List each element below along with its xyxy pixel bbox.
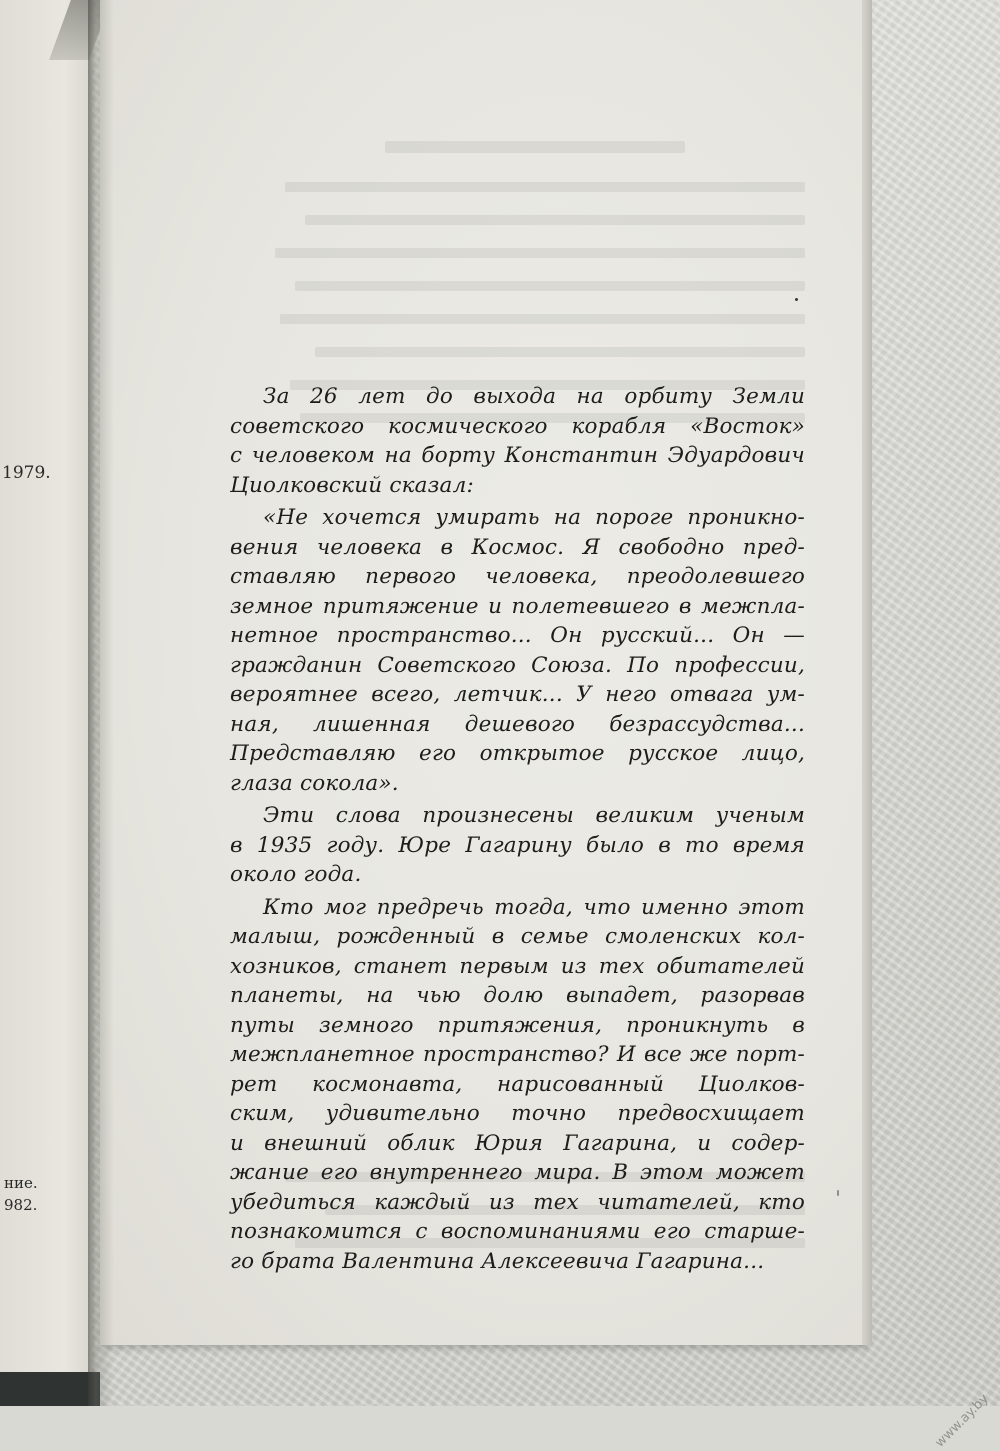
epigraph-line: «Не хочется умирать на пороге проникно- [263, 505, 805, 530]
book-gutter-shadow [88, 0, 114, 1406]
epigraph-line: нетное пространство... Он русский... Он — [230, 623, 805, 648]
epigraph-line: ским, удивительно точно предвосхищает [230, 1101, 805, 1126]
show-through-line [265, 268, 805, 301]
epigraph-line: хозников, станет первым из тех обитателей [230, 953, 805, 979]
epigraph-line: Представляю его открытое русское лицо, [230, 741, 805, 766]
epigraph-paragraph [230, 382, 805, 500]
epigraph-line: советского космического корабля «Восток» [230, 413, 805, 439]
epigraph-line: го брата Валентина Алексеевича Гагарина... [230, 1248, 765, 1274]
epigraph-line: убедиться каждый из тех читателей, кто [230, 1189, 805, 1215]
epigraph-line: гражданин Советского Союза. По профессии, [230, 652, 805, 678]
epigraph-line: Эти слова произнесены великим ученым [263, 803, 805, 828]
show-through-line [265, 169, 805, 202]
epigraph-line: жание его внутреннего мира. В этом может [230, 1160, 805, 1185]
epigraph-line: вероятнее всего, летчик... У него отвага ум- [230, 682, 805, 707]
epigraph-line: рет космонавта, нарисованный Циолков- [230, 1071, 805, 1097]
epigraph-line: около года. [230, 862, 362, 887]
epigraph-paragraph [230, 503, 805, 798]
epigraph-line: в 1935 году. Юре Гагарину было в то время [230, 832, 805, 858]
epigraph-line: глаза сокола». [230, 770, 399, 796]
cover-corner [0, 1372, 100, 1406]
epigraph-line: ная, лишенная дешевого безрассудства... [230, 711, 805, 737]
left-page-year: 1979. [2, 463, 51, 483]
epigraph-text [230, 382, 805, 1279]
epigraph-line: межпланетное пространство? И все же порт- [230, 1042, 805, 1067]
epigraph-line: земное притяжение и полетевшего в межпла- [230, 593, 805, 619]
epigraph-line: путы земного притяжения, проникнуть в [230, 1012, 805, 1038]
show-through-line [265, 301, 805, 334]
paper-speck [837, 1190, 839, 1196]
epigraph-line: малыш, рожденный в семье смоленских кол- [230, 924, 805, 949]
epigraph-line: За 26 лет до выхода на орбиту Земли [263, 384, 805, 409]
epigraph-line: Кто мог предречь тогда, что именно этот [263, 894, 805, 920]
epigraph-line: вения человека в Космос. Я свободно пред- [230, 534, 805, 560]
epigraph-line: ставляю первого человека, преодолевшего [230, 564, 805, 589]
epigraph-line: и внешний облик Юрия Гагарина, и содер- [230, 1130, 805, 1156]
epigraph-line: с человеком на борту Константин Эдуардович [230, 443, 805, 468]
show-through-title-bar [265, 130, 805, 163]
epigraph-line: планеты, на чью долю выпадет, разорвав [230, 983, 805, 1008]
watermark: www.ay.by [932, 1391, 992, 1451]
epigraph-paragraph [230, 801, 805, 890]
show-through-line [265, 334, 805, 367]
left-page-bottom-line-1: ние. [4, 1174, 38, 1192]
right-page-edge [862, 0, 872, 1345]
epigraph-paragraph [230, 893, 805, 1277]
left-page-bottom-line-2: 982. [4, 1196, 38, 1214]
epigraph-line: познакомится с воспоминаниями его старше- [230, 1219, 805, 1244]
show-through-line [265, 202, 805, 235]
show-through-line [265, 235, 805, 268]
left-page [0, 0, 92, 1406]
epigraph-line: Циолковский сказал: [230, 472, 474, 498]
paper-speck [795, 298, 798, 301]
